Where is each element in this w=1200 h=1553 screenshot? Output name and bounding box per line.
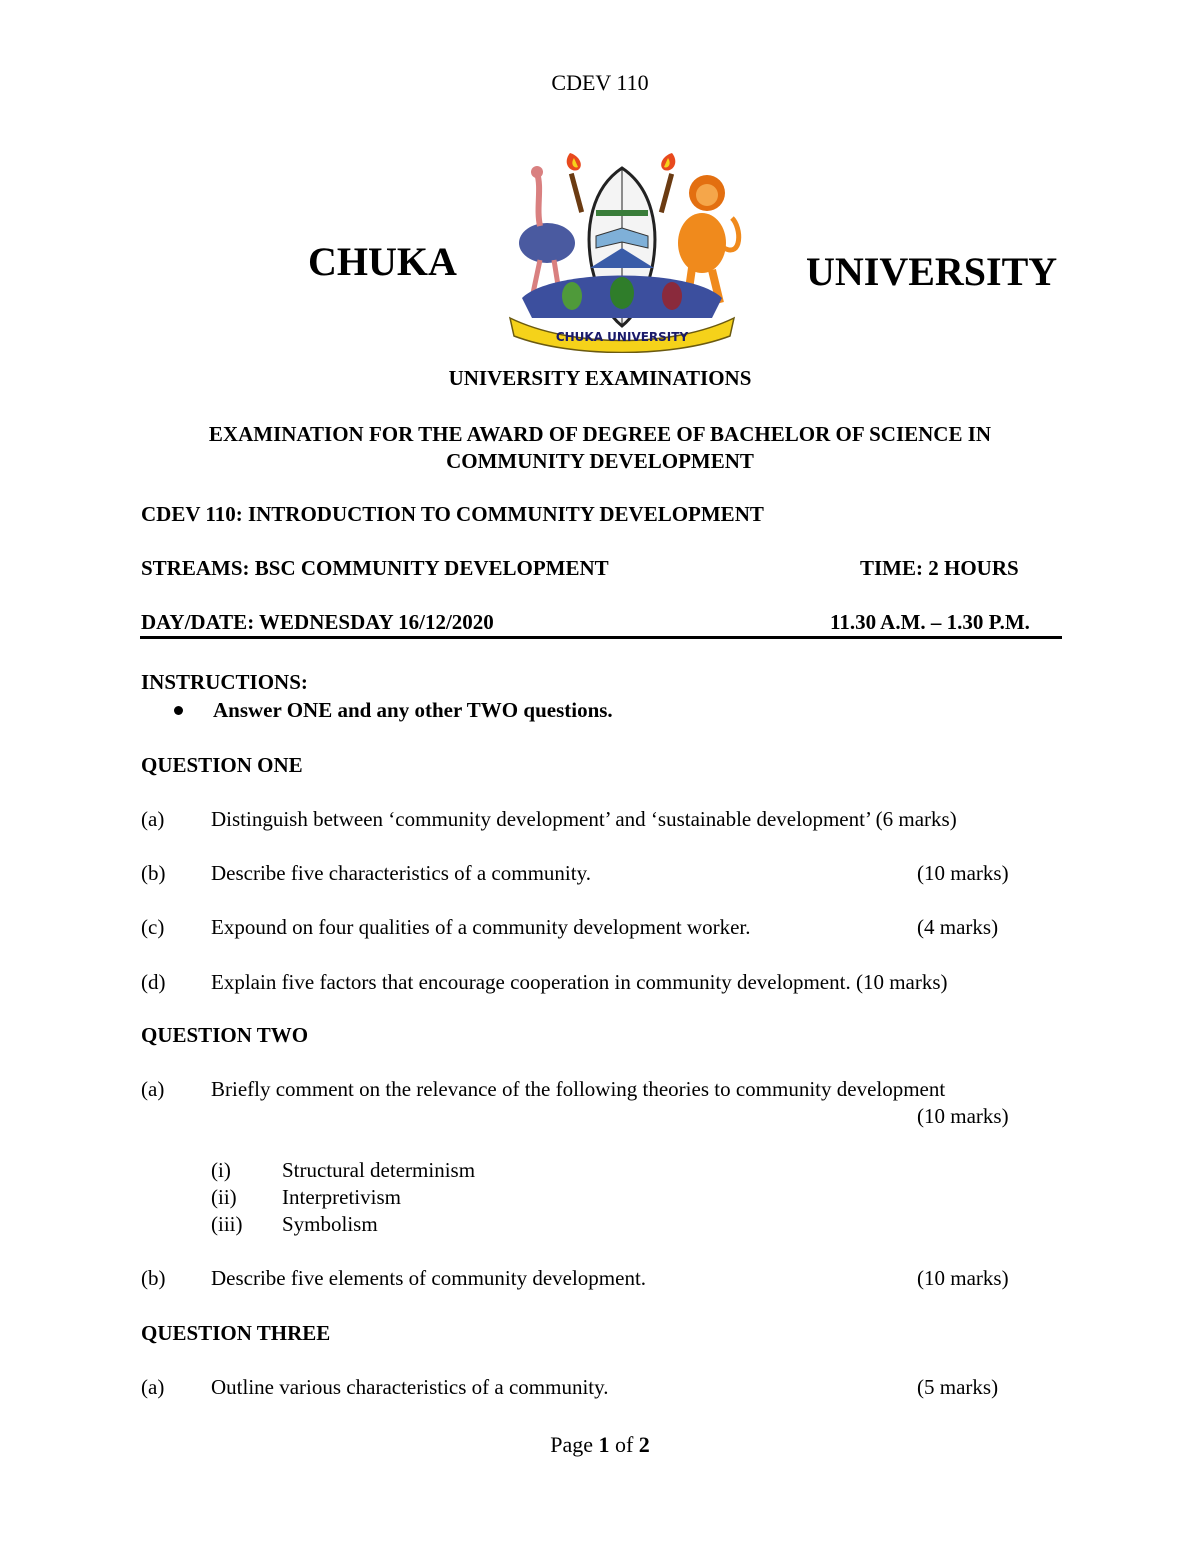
university-crest-logo <box>492 148 752 353</box>
exam-time: TIME: 2 HOURS <box>860 556 1019 580</box>
exam-hours: 11.30 A.M. – 1.30 P.M. <box>830 610 1030 634</box>
question-three-title: QUESTION THREE <box>141 1321 331 1345</box>
title-university: UNIVERSITY <box>806 249 1058 294</box>
instructions-item <box>174 698 613 723</box>
streams: STREAMS: BSC COMMUNITY DEVELOPMENT <box>141 556 609 580</box>
header-course-code: CDEV 110 <box>551 70 649 95</box>
q2-b-label: (b) <box>141 1266 166 1290</box>
crest-ribbon-text: CHUKA UNIVERSITY <box>555 330 689 344</box>
q2-b-text: Describe five elements of community development. <box>211 1266 647 1290</box>
q1-c-label: (c) <box>141 915 165 939</box>
q3-a-label: (a) <box>141 1375 165 1399</box>
q1-c-text: Expound on four qualities of a community development worker. <box>211 915 751 939</box>
q1-d-label: (d) <box>141 970 166 994</box>
award-line-2: COMMUNITY DEVELOPMENT <box>446 449 754 473</box>
q2-sub-label: (iii) <box>211 1212 243 1236</box>
question-one-title: QUESTION ONE <box>141 753 303 777</box>
page-number: 1 <box>598 1432 610 1457</box>
q1-d-text: Explain five factors that encourage cooperation in community development. (10 marks) <box>211 970 948 994</box>
course-title: CDEV 110: INTRODUCTION TO COMMUNITY DEVELOPMENT <box>141 502 764 526</box>
exam-heading: UNIVERSITY EXAMINATIONS <box>448 366 752 390</box>
title-chuka: CHUKA <box>308 239 457 284</box>
page-total: 2 <box>638 1432 650 1457</box>
q1-b-label: (b) <box>141 861 166 885</box>
q2-sub-label: (i) <box>211 1158 231 1182</box>
q2-sub-text: Structural determinism <box>282 1158 476 1182</box>
q1-a-label: (a) <box>141 807 165 831</box>
header-divider <box>140 636 1062 639</box>
q1-c-marks: (4 marks) <box>917 915 999 939</box>
day-date: DAY/DATE: WEDNESDAY 16/12/2020 <box>141 610 494 634</box>
instructions-label: INSTRUCTIONS: <box>141 670 308 694</box>
page-footer-middle: of <box>609 1432 639 1457</box>
q3-a-marks: (5 marks) <box>917 1375 999 1399</box>
question-two-title: QUESTION TWO <box>141 1023 309 1047</box>
q1-b-text: Describe five characteristics of a community. <box>211 861 591 885</box>
award-line-1: EXAMINATION FOR THE AWARD OF DEGREE OF BACHELOR OF SCIENCE IN <box>208 422 992 446</box>
q2-a-marks: (10 marks) <box>917 1104 1009 1128</box>
q2-sub-text: Symbolism <box>282 1212 378 1236</box>
q2-b-marks: (10 marks) <box>917 1266 1009 1290</box>
bullet-icon <box>174 706 183 715</box>
instructions-text: Answer ONE and any other TWO questions. <box>213 698 613 722</box>
q2-a-label: (a) <box>141 1077 165 1101</box>
page-footer <box>0 1432 1200 1458</box>
q1-a-text: Distinguish between ‘community development’ and ‘sustainable development’ (6 marks) <box>211 807 957 831</box>
q1-b-marks: (10 marks) <box>917 861 1009 885</box>
q3-a-text: Outline various characteristics of a community. <box>211 1375 609 1399</box>
page-footer-prefix: Page <box>550 1432 599 1457</box>
q2-sub-label: (ii) <box>211 1185 237 1209</box>
q2-sub-text: Interpretivism <box>282 1185 401 1209</box>
q2-a-text: Briefly comment on the relevance of the following theories to community development <box>211 1077 946 1101</box>
